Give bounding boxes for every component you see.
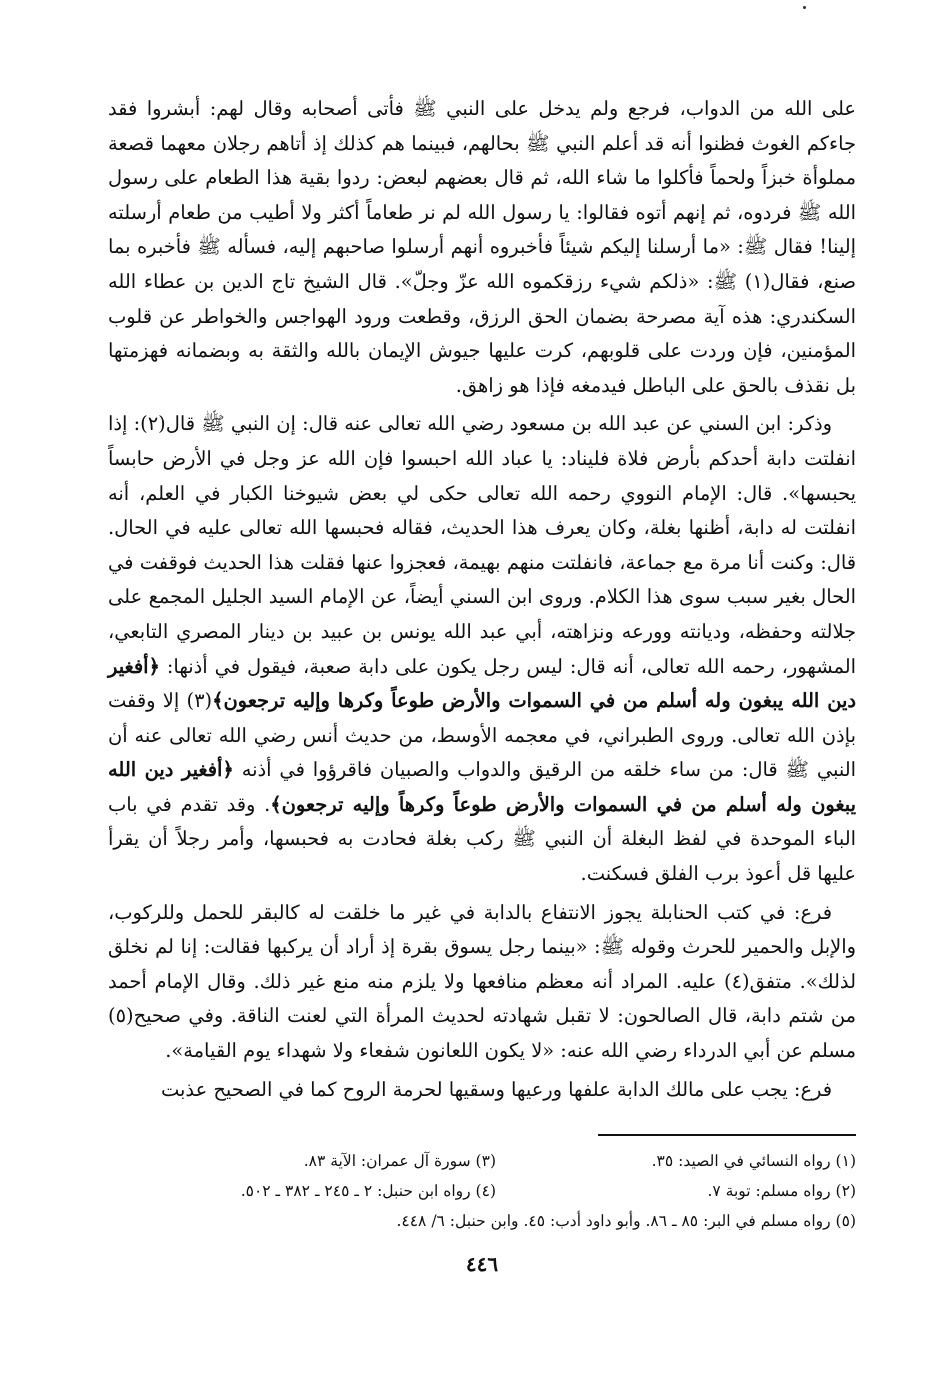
scan-mark [803,6,806,9]
paragraph-2-segment-1: وذكر: ابن السني عن عبد الله بن مسعود رضي الله تعالى عنه قال: إن النبي ﷺ قال(٢): إذا انفلتت دابة أحدكم بأرض فلاة فليناد: يا عباد الله احبسوا فإن الله عز وجل في الأرض حابساً يحبسها». قال: الإمام النووي رحمه الله تعالى حكى لي بعض شيوخنا الكبار في العلم، أنه انفلتت له دابة، أظنها بغلة، وكان يعرف هذا الحديث، فقاله فحبسها الله تعالى عليه في الحال. قال: وكنت أنا مرة مع جماعة، فانفلتت منهم بهيمة، فعجزوا عنها فقلت هذا الحديث فوقفت في الحال بغير سبب سوى هذا الكلام. وروى ابن السني أيضاً، عن الإمام السيد الجليل المجمع على جلالته وحفظه، وديانته وورعه ونزاهته، أبي عبد الله يونس بن عبيد بن دينار المصري التابعي، المشهور، رحمه الله تعالى، أنه قال: ليس رجل يكون على دابة صعبة، فيقول في أذنها: [108,412,856,678]
footnote-2: (٢) رواه مسلم: توبة ٧. [707,1182,856,1201]
paragraph-1: على الله من الدواب، فرجع ولم يدخل على النبي ﷺ فأتى أصحابه وقال لهم: أبشروا فقد جاءكم الغوث فظنوا أنه قد أعلم النبي ﷺ بحالهم، فبينما هم كذلك إذ أتاهم رجلان معهما قصعة مملوأة خبزاً ولحماً فأكلوا ما شاء الله، ثم قال بعضهم لبعض: ردوا بقية هذا الطعام على رسول الله ﷺ فردوه، ثم إنهم أتوه فقالوا: يا رسول الله لم نر طعاماً أكثر ولا أطيب من طعام أرسلته إلينا! فقال ﷺ: «ما أرسلنا إليكم شيئاً فأخبروه أنهم أرسلوا صاحبهم إليه، فسأله ﷺ فأخبره بما صنع، فقال(١) ﷺ: «ذلكم شيء رزقكموه الله عزّ وجلّ». قال الشيخ تاج الدين بن عطاء الله السكندري: هذه آية مصرحة بضمان الحق الرزق، وقطعت ورود الهواجس والخواطر عن قلوب المؤمنين، فإن وردت على قلوبهم، كرت عليها جيوش الإيمان بالله والثقة به وبضمانه فهزمتها بل نقذف بالحق على الباطل فيدمغه فإذا هو زاهق. [108,97,856,397]
footnotes [108,1146,856,1236]
footnote-5: (٥) رواه مسلم في البر: ٨٥ ـ ٨٦. وأبو داود أدب: ٤٥. وابن حنبل: ٦/ ٤٤٨. [396,1212,856,1231]
quran-verse-2: ﴿أفغير دين الله يبغون وله أسلم من في السموات والأرض طوعاً وكرهاً وإليه ترجعون﴾ [108,758,856,816]
page-number: ٤٤٦ [465,1252,499,1277]
paragraph-2-segment-3: (٣) إلا وقفت بإذن الله تعالى. وروى الطبراني، في معجمه الأوسط، من حديث أنس رضي الله تعالى عنه أن النبي ﷺ قال: من ساء خلقه من الرقيق والدواب والصبيان فاقرؤوا في أذنه [108,689,856,782]
paragraph-2-segment-5: . وقد تقدم في باب الباء الموحدة في لفظ البغلة أن النبي ﷺ ركب بغلة فحادت به فحبسها، وأمر رجلاً أن يقرأ عليها قل أعوذ برب الفلق فسكنت. [108,792,856,886]
quran-verse-1: ﴿أفغير دين الله يبغون وله أسلم من في السموات والأرض طوعاً وكرها وإليه ترجعون﴾ [108,654,856,713]
footnote-row [108,1176,856,1206]
paragraph-2 [108,407,856,891]
footnote-row [108,1146,856,1176]
footnote-1: (١) رواه النسائي في الصيد: ٣٥. [651,1152,856,1171]
footnote-separator [598,1134,856,1136]
footnote-3: (٣) سورة آل عمران: الآية ٨٣. [303,1152,496,1171]
book-page [108,92,856,1382]
paragraph-4: فرع: يجب على مالك الدابة علفها ورعيها وسقيها لحرمة الروح كما في الصحيح عذبت [160,1077,832,1101]
footnote-4: (٤) رواه ابن حنبل: ٢ ـ ٢٤٥ ـ ٣٨٢ ـ ٥٠٢. [240,1182,496,1201]
paragraph-3: فرع: في كتب الحنابلة يجوز الانتفاع بالدابة في غير ما خلقت له كالبقر للحمل وللركوب، والإبل والحمير للحرث وقوله ﷺ: «بينما رجل يسوق بقرة إذ أراد أن يركبها فقالت: إنا لم نخلق لذلك». متفق(٤) عليه. المراد أنه معظم منافعها ولا يلزم منه منع غير ذلك. وقال الإمام أحمد من شتم دابة، قال الصالحون: لا تقبل شهادته لحديث المرأة التي لعنت الناقة. وفي صحيح(٥) مسلم عن أبي الدرداء رضي الله عنه: «لا يكون اللعانون شفعاء ولا شهداء يوم القيامة». [108,900,856,1063]
main-text [108,92,856,1107]
